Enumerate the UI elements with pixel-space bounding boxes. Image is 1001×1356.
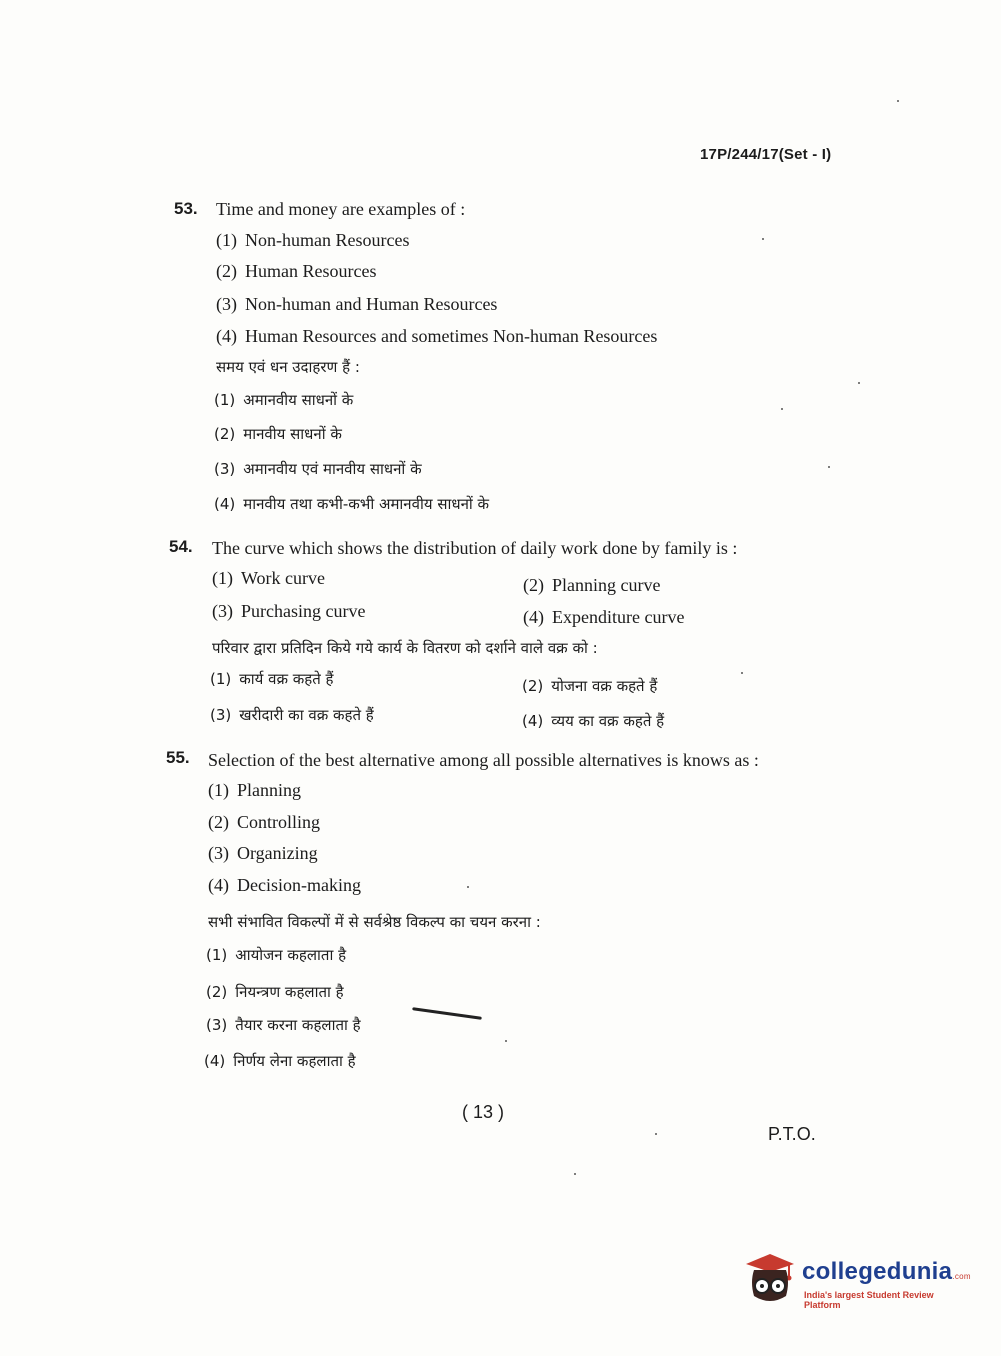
option-text: Decision-making (237, 875, 361, 895)
option-en-1 (212, 568, 325, 589)
option-text: Planning (237, 780, 302, 800)
option-text: Human Resources and sometimes Non-human Resources (245, 326, 658, 346)
option-number: (1) (206, 946, 228, 964)
option-number: (4) (522, 712, 544, 730)
option-text: व्यय का वक्र कहते हैं (551, 712, 665, 730)
option-en-4 (523, 607, 684, 628)
option-text: Controlling (237, 812, 321, 832)
scan-speck (574, 1173, 576, 1175)
option-number: (3) (216, 294, 237, 314)
option-text: Work curve (241, 568, 326, 588)
option-en-2 (216, 261, 376, 282)
option-text: नियन्त्रण कहलाता है (235, 983, 344, 1001)
option-text: Non-human Resources (245, 230, 410, 250)
question-text-hi: समय एवं धन उदाहरण हैं : (216, 358, 360, 376)
question-text-en: Selection of the best alternative among all possible alternatives is knows as : (208, 750, 759, 770)
scan-speck (467, 886, 469, 888)
option-number: (1) (210, 670, 232, 688)
option-hi-1 (214, 390, 353, 410)
option-text: निर्णय लेना कहलाता है (233, 1052, 356, 1070)
option-text: अमानवीय एवं मानवीय साधनों के (243, 460, 422, 478)
option-text: मानवीय साधनों के (243, 425, 342, 443)
option-text: खरीदारी का वक्र कहते हैं (239, 706, 374, 724)
scan-speck (897, 100, 899, 102)
collegedunia-logo (742, 1252, 972, 1312)
option-hi-3 (214, 459, 422, 479)
option-number: (2) (216, 261, 237, 281)
question-text-en: Time and money are examples of : (216, 199, 466, 219)
option-text: तैयार करना कहलाता है (235, 1016, 361, 1034)
question-text-hi: सभी संभावित विकल्पों में से सर्वश्रेष्ठ विकल्प का चयन करना : (208, 913, 541, 931)
option-text: Organizing (237, 843, 318, 863)
option-number: (3) (212, 601, 233, 621)
scan-speck (828, 466, 830, 468)
option-text: आयोजन कहलाता है (235, 946, 347, 964)
option-hi-3 (206, 1015, 361, 1035)
option-en-2 (523, 575, 660, 596)
option-number: (2) (206, 983, 228, 1001)
option-hi-2 (522, 676, 657, 696)
option-en-3 (216, 294, 497, 315)
option-number: (4) (216, 326, 237, 346)
question-text-hi: परिवार द्वारा प्रतिदिन किये गये कार्य के वितरण को दर्शाने वाले वक्र को : (212, 639, 598, 657)
option-text: Planning curve (552, 575, 661, 595)
option-hi-1 (210, 669, 334, 689)
option-number: (2) (214, 425, 236, 443)
scan-speck (505, 1040, 507, 1042)
option-text: Purchasing curve (241, 601, 366, 621)
option-hi-3 (210, 705, 374, 725)
option-number: (4) (204, 1052, 226, 1070)
option-en-2 (208, 812, 320, 833)
question-number: 55. (166, 748, 190, 767)
option-number: (4) (214, 495, 236, 513)
option-hi-2 (214, 424, 342, 444)
question-text-en: The curve which shows the distribution of daily work done by family is : (212, 538, 738, 558)
option-number: (4) (523, 607, 544, 627)
option-hi-4 (204, 1051, 356, 1071)
option-en-1 (208, 780, 301, 801)
scan-speck (655, 1133, 657, 1135)
logo-tagline: India's largest Student Review Platform (804, 1290, 934, 1310)
option-text: अमानवीय साधनों के (243, 391, 354, 409)
scan-speck (781, 408, 783, 410)
logo-wordmark (802, 1258, 971, 1286)
option-number: (3) (208, 843, 229, 863)
option-en-4 (216, 326, 657, 347)
option-en-3 (208, 843, 318, 864)
question-number: 53. (174, 199, 198, 218)
option-en-1 (216, 230, 409, 251)
option-text: Non-human and Human Resources (245, 294, 498, 314)
page-number: ( 13 ) (462, 1102, 505, 1122)
paper-code: 17P/244/17(Set - I) (700, 146, 832, 163)
option-number: (2) (523, 575, 544, 595)
option-hi-4 (214, 494, 489, 514)
scan-speck (858, 382, 860, 384)
option-en-3 (212, 601, 365, 622)
option-text: Human Resources (245, 261, 377, 281)
option-text: Expenditure curve (552, 607, 685, 627)
option-text: मानवीय तथा कभी-कभी अमानवीय साधनों के (243, 495, 490, 513)
option-number: (1) (212, 568, 233, 588)
option-number: (1) (208, 780, 229, 800)
option-number: (3) (214, 460, 236, 478)
pen-mark (412, 1007, 482, 1020)
mascot-icon (742, 1252, 798, 1308)
option-hi-1 (206, 945, 346, 965)
option-number: (4) (208, 875, 229, 895)
scan-speck (741, 672, 743, 674)
option-number: (1) (216, 230, 237, 250)
logo-name: collegedunia (802, 1258, 953, 1285)
option-number: (2) (208, 812, 229, 832)
option-hi-2 (206, 982, 344, 1002)
question-number: 54. (169, 537, 193, 556)
option-hi-4 (522, 711, 664, 731)
pto-label: P.T.O. (768, 1124, 816, 1144)
option-number: (2) (522, 677, 544, 695)
option-number: (3) (210, 706, 232, 724)
option-en-4 (208, 875, 361, 896)
scan-speck (762, 238, 764, 240)
option-number: (3) (206, 1016, 228, 1034)
option-number: (1) (214, 391, 236, 409)
logo-suffix: .com (952, 1272, 971, 1281)
option-text: योजना वक्र कहते हैं (551, 677, 658, 695)
option-text: कार्य वक्र कहते हैं (239, 670, 334, 688)
